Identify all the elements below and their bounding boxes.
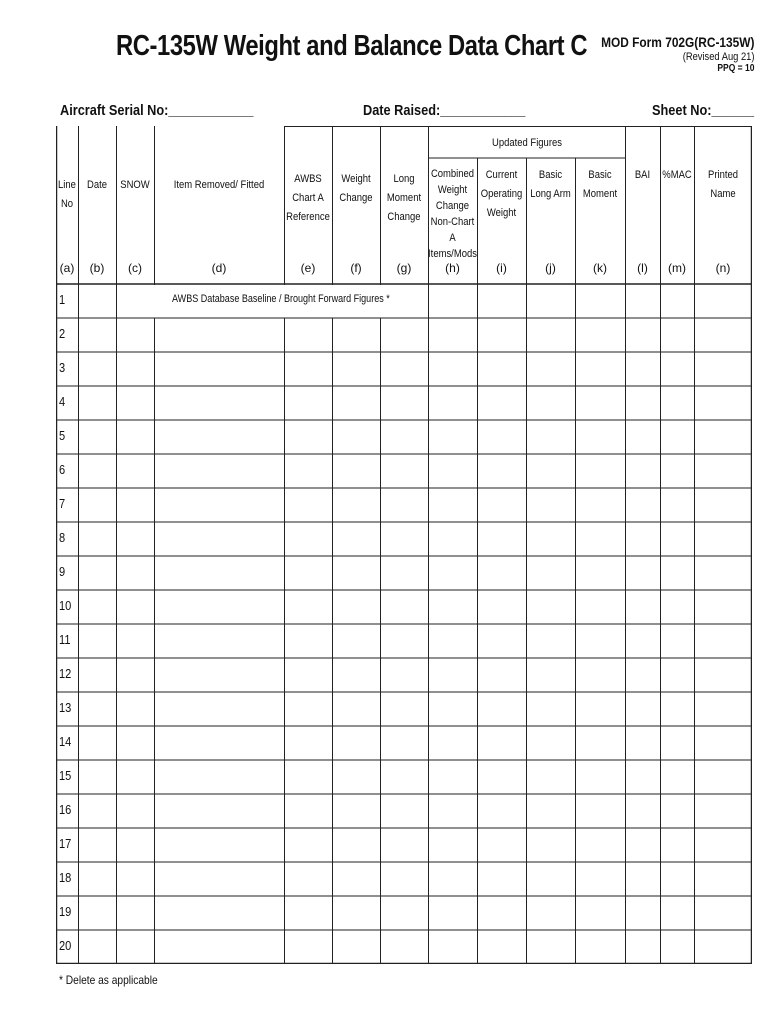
column-letter: (c) (128, 261, 142, 275)
form-reference (574, 34, 754, 74)
line-number: 14 (59, 734, 72, 749)
line-number: 11 (59, 632, 71, 647)
line-number: 5 (59, 428, 66, 443)
line-number: 16 (59, 802, 72, 817)
line-number: 10 (59, 598, 72, 613)
line-number: 13 (59, 700, 72, 715)
baseline-row-text: AWBS Database Baseline / Brought Forward Figures * (172, 293, 390, 305)
column-letter: (n) (715, 261, 731, 275)
column-letter: (g) (396, 261, 412, 275)
line-number: 1 (59, 292, 66, 307)
column-header: Weight Change (339, 173, 373, 204)
column-header: %MAC (662, 169, 692, 181)
sheet-no-field[interactable]: Sheet No:______ (652, 102, 755, 119)
line-number: 12 (59, 666, 72, 681)
column-letter: (e) (300, 261, 316, 275)
column-header: Item Removed/ Fitted (173, 179, 265, 191)
column-header: Combined Weight Change Non-Chart A Items/Mods (428, 168, 477, 260)
form-number: MOD Form 702G(RC-135W) (600, 34, 754, 50)
column-header: Current Operating Weight (480, 169, 523, 219)
ppq-value: PPQ = 10 (716, 63, 754, 74)
column-header: Date (87, 179, 107, 191)
column-header: Basic Moment (582, 169, 618, 200)
column-letter: (f) (350, 261, 362, 275)
line-number: 8 (59, 530, 66, 545)
column-header: BAI (634, 169, 651, 181)
column-letter: (k) (593, 261, 607, 275)
line-number: 17 (59, 836, 72, 851)
footnote: * Delete as applicable (59, 973, 158, 987)
date-raised-field[interactable]: Date Raised:____________ (363, 102, 526, 119)
line-number: 15 (59, 768, 72, 783)
line-number: 9 (59, 564, 66, 579)
column-header: AWBS Chart A Reference (286, 173, 330, 223)
table-grid-lines (56, 126, 752, 964)
column-letter: (m) (668, 261, 686, 275)
column-header: Basic Long Arm (530, 169, 571, 200)
revision-date: (Revised Aug 21) (682, 51, 754, 63)
column-letter: (b) (89, 261, 105, 275)
column-header: Printed Name (708, 169, 738, 200)
column-letter: (l) (637, 261, 648, 275)
line-number: 18 (59, 870, 72, 885)
line-number: 2 (59, 326, 66, 341)
line-number: 3 (59, 360, 66, 375)
column-header: Long Moment Change (386, 173, 422, 223)
column-letter: (a) (59, 261, 75, 275)
column-letter: (i) (496, 261, 507, 275)
line-number: 4 (59, 394, 66, 409)
line-number: 6 (59, 462, 66, 477)
column-letter: (j) (545, 261, 556, 275)
line-number: 20 (59, 938, 72, 953)
line-number: 19 (59, 904, 72, 919)
column-header: SNOW (120, 179, 150, 191)
updated-figures-header: Updated Figures (492, 137, 562, 149)
column-header: Line No (58, 179, 76, 210)
column-letter: (h) (445, 261, 460, 275)
weight-balance-table (56, 126, 752, 964)
line-number: 7 (59, 496, 66, 511)
form-title: RC-135W Weight and Balance Data Chart C (116, 30, 588, 62)
column-letter: (d) (211, 261, 227, 275)
aircraft-serial-field[interactable]: Aircraft Serial No:____________ (60, 102, 254, 119)
